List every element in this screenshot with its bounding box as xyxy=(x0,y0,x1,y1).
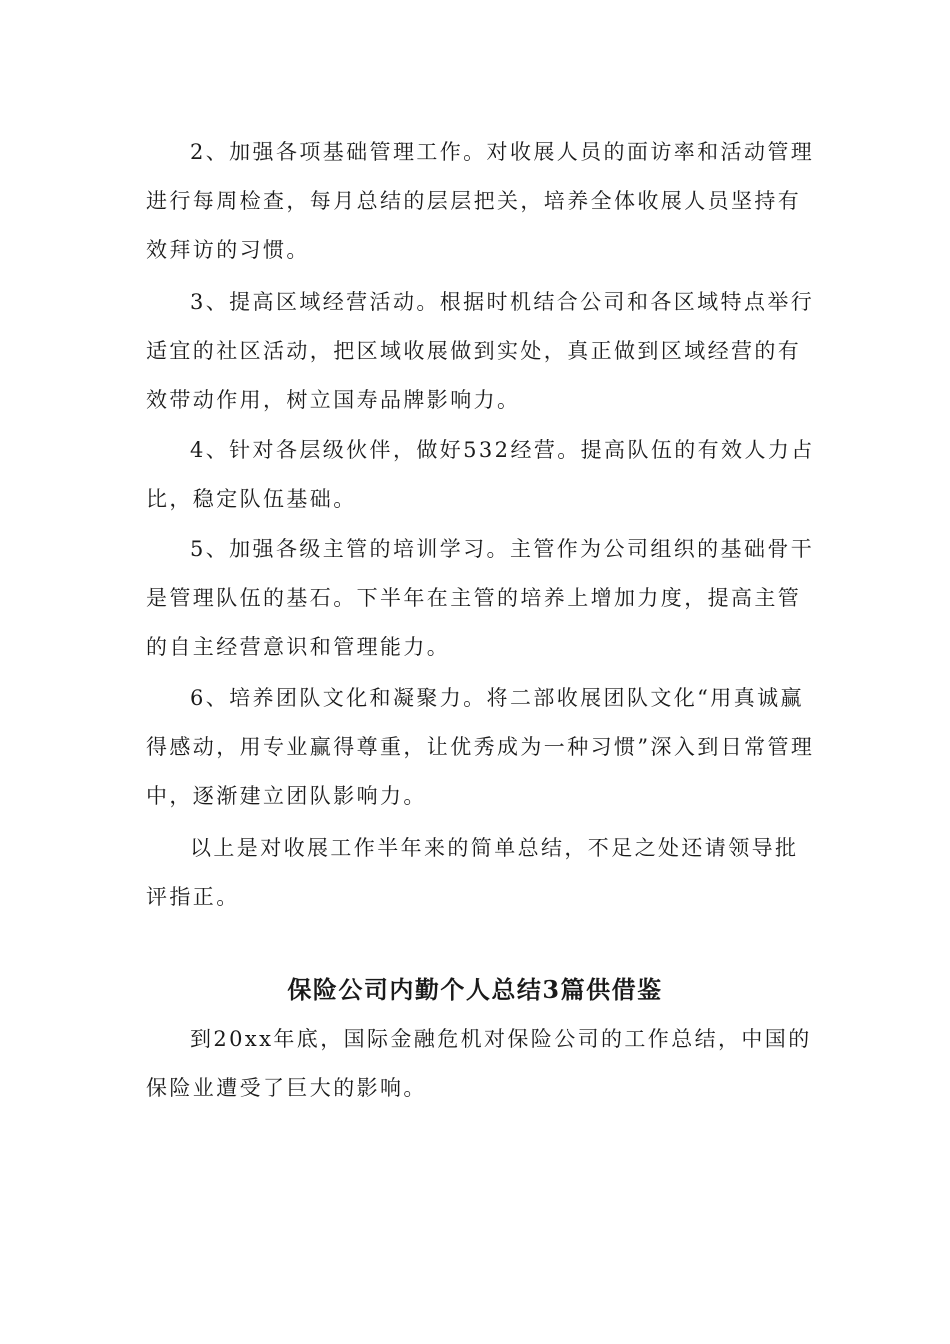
section-title: 保险公司内勤个人总结3篇供借鉴 xyxy=(287,975,663,1004)
intro-paragraph: 到20xx年底，国际金融危机对保险公司的工作总结，中国的保险业遭受了巨大的影响。 xyxy=(146,1027,812,1100)
paragraph-item-4: 4、针对各层级伙伴，做好532经营。提高队伍的有效人力占比，稳定队伍基础。 xyxy=(146,438,815,511)
paragraph-item-2: 2、加强各项基础管理工作。对收展人员的面访率和活动管理进行每周检查，每月总结的层层把关，培养全体收展人员坚持有效拜访的习惯。 xyxy=(146,140,815,262)
paragraph-item-5: 5、加强各级主管的培训学习。主管作为公司组织的基础骨干是管理队伍的基石。下半年在主管的培养上增加力度，提高主管的自主经营意识和管理能力。 xyxy=(146,537,815,659)
closing-paragraph: 以上是对收展工作半年来的简单总结，不足之处还请领导批评指正。 xyxy=(146,836,799,909)
paragraph-item-6: 6、培养团队文化和凝聚力。将二部收展团队文化“用真诚赢得感动，用专业赢得尊重，让优秀成为一种习惯”深入到日常管理中，逐渐建立团队影响力。 xyxy=(146,686,815,808)
paragraph-item-3: 3、提高区域经营活动。根据时机结合公司和各区域特点举行适宜的社区活动，把区域收展做到实处，真正做到区域经营的有效带动作用，树立国寿品牌影响力。 xyxy=(146,290,815,412)
